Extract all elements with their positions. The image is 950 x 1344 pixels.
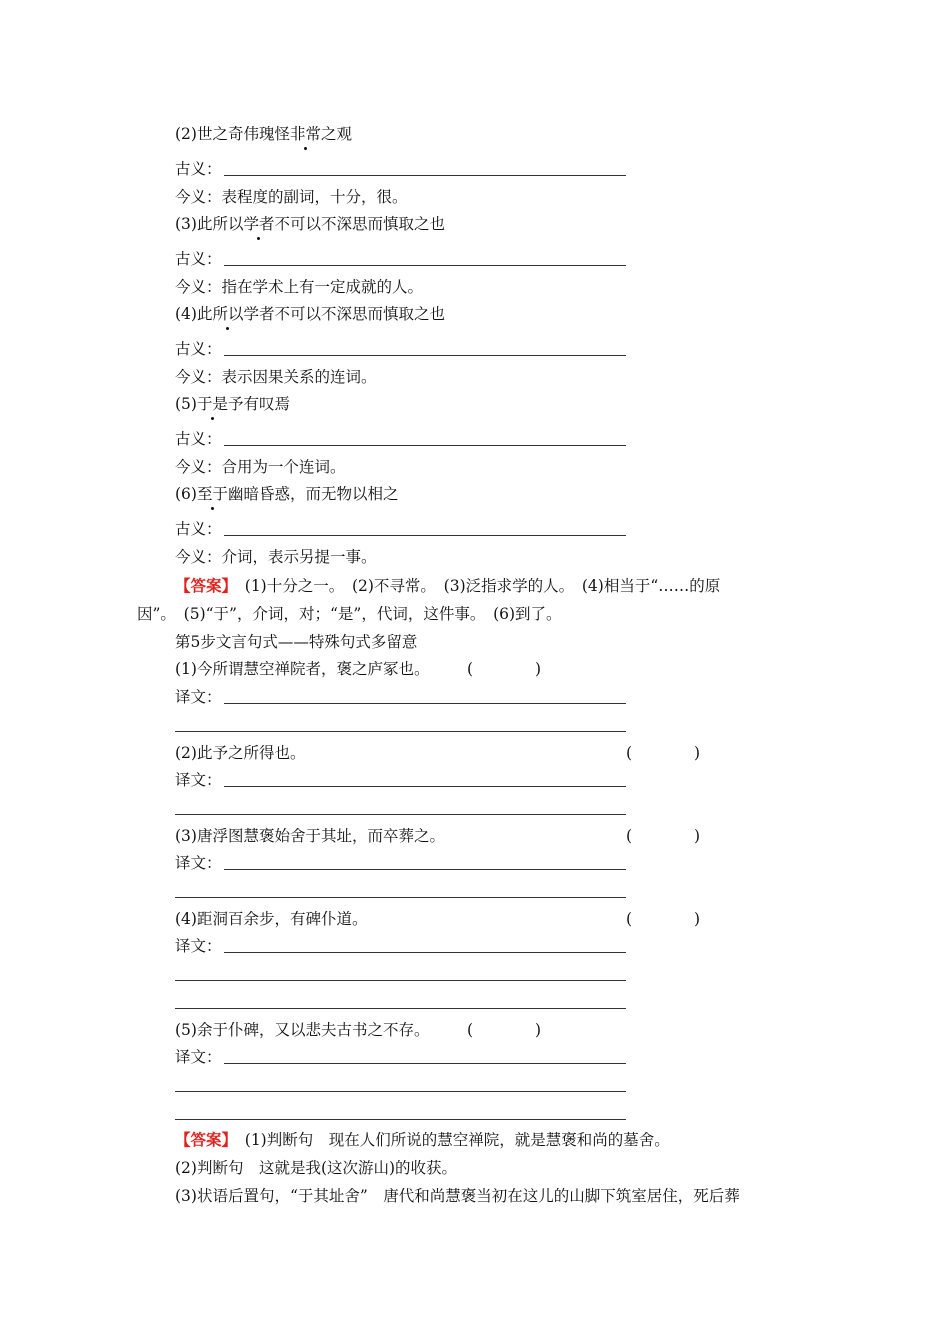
section-heading: 第5步文言句式——特殊句式多留意 — [175, 633, 418, 651]
answer-blank[interactable] — [224, 265, 626, 266]
q4-item-sentence: (2)世之奇伟瑰怪非常之观 — [175, 125, 353, 143]
q4-answer-line-1: 【答案】 (1)十分之一。 (2)不寻常。 (3)泛指求学的人。 (4)相当于“……的原 — [175, 576, 721, 595]
answer-blank[interactable] — [224, 869, 626, 870]
q4-item-sentence: (5)于是予有叹焉 — [175, 395, 290, 413]
answer-blank[interactable] — [224, 952, 626, 953]
answer-label: 【答案】 — [175, 1130, 230, 1149]
modern-meaning: 今义：表示因果关系的连词。 — [175, 368, 377, 386]
q5-answer-line-3: (3)状语后置句，“于其址舍” 唐代和尚慧褒当初在这儿的山脚下筑室居住，死后葬 — [175, 1187, 740, 1205]
type-answer-paren[interactable]: ( ) — [626, 827, 701, 845]
answer-blank[interactable] — [175, 980, 626, 981]
translation-label: 译文： — [175, 688, 222, 706]
ancient-meaning-label: 古义： — [175, 250, 222, 268]
answer-blank[interactable] — [175, 814, 626, 815]
type-answer-paren[interactable]: ( ) — [467, 1021, 542, 1039]
answer-blank[interactable] — [175, 1008, 626, 1009]
modern-meaning: 今义：合用为一个连词。 — [175, 458, 346, 476]
type-answer-paren[interactable]: ( ) — [467, 660, 542, 678]
answer-blank[interactable] — [175, 1119, 626, 1120]
q5-item-sentence: (3)唐浮图慧褒始舍于其址，而卒葬之。 — [175, 827, 445, 845]
answer-blank[interactable] — [175, 897, 626, 898]
ancient-meaning-label: 古义： — [175, 160, 222, 178]
answer-blank[interactable] — [175, 731, 626, 732]
answer-blank[interactable] — [224, 703, 626, 704]
q4-item-sentence: (3)此所以学者不可以不深思而慎取之也 — [175, 215, 446, 233]
answer-blank[interactable] — [224, 355, 626, 356]
answer-blank[interactable] — [224, 786, 626, 787]
answer-label: 【答案】 — [175, 576, 230, 595]
answer-blank[interactable] — [224, 175, 626, 176]
translation-label: 译文： — [175, 937, 222, 955]
answer-blank[interactable] — [224, 535, 626, 536]
translation-label: 译文： — [175, 1048, 222, 1066]
ancient-meaning-label: 古义： — [175, 520, 222, 538]
q5-item-sentence: (2)此予之所得也。 — [175, 744, 306, 762]
q5-answer-line-1: 【答案】 (1)判断句 现在人们所说的慧空禅院，就是慧褒和尚的墓舍。 — [175, 1130, 670, 1149]
q5-item-sentence: (5)余于仆碑，又以悲夫古书之不存。 — [175, 1021, 430, 1039]
ancient-meaning-label: 古义： — [175, 430, 222, 448]
q4-item-sentence: (6)至于幽暗昏惑，而无物以相之 — [175, 485, 399, 503]
q5-item-sentence: (1)今所谓慧空禅院者，褒之庐冢也。 — [175, 660, 430, 678]
translation-label: 译文： — [175, 771, 222, 789]
modern-meaning: 今义：指在学术上有一定成就的人。 — [175, 278, 424, 296]
ancient-meaning-label: 古义： — [175, 340, 222, 358]
q5-item-sentence: (4)距洞百余步，有碑仆道。 — [175, 910, 368, 928]
answer-blank[interactable] — [224, 1063, 626, 1064]
q5-answer-line-2: (2)判断句 这就是我(这次游山)的收获。 — [175, 1159, 458, 1177]
q4-answer-line-2: 因”。 (5)“于”，介词，对；“是”，代词，这件事。 (6)到了。 — [137, 605, 562, 623]
type-answer-paren[interactable]: ( ) — [626, 910, 701, 928]
answer-blank[interactable] — [175, 1091, 626, 1092]
type-answer-paren[interactable]: ( ) — [626, 744, 701, 762]
modern-meaning: 今义：表程度的副词，十分，很。 — [175, 188, 408, 206]
translation-label: 译文： — [175, 854, 222, 872]
answer-blank[interactable] — [224, 445, 626, 446]
modern-meaning: 今义：介词，表示另提一事。 — [175, 548, 377, 566]
q4-item-sentence: (4)此所以学者不可以不深思而慎取之也 — [175, 305, 446, 323]
